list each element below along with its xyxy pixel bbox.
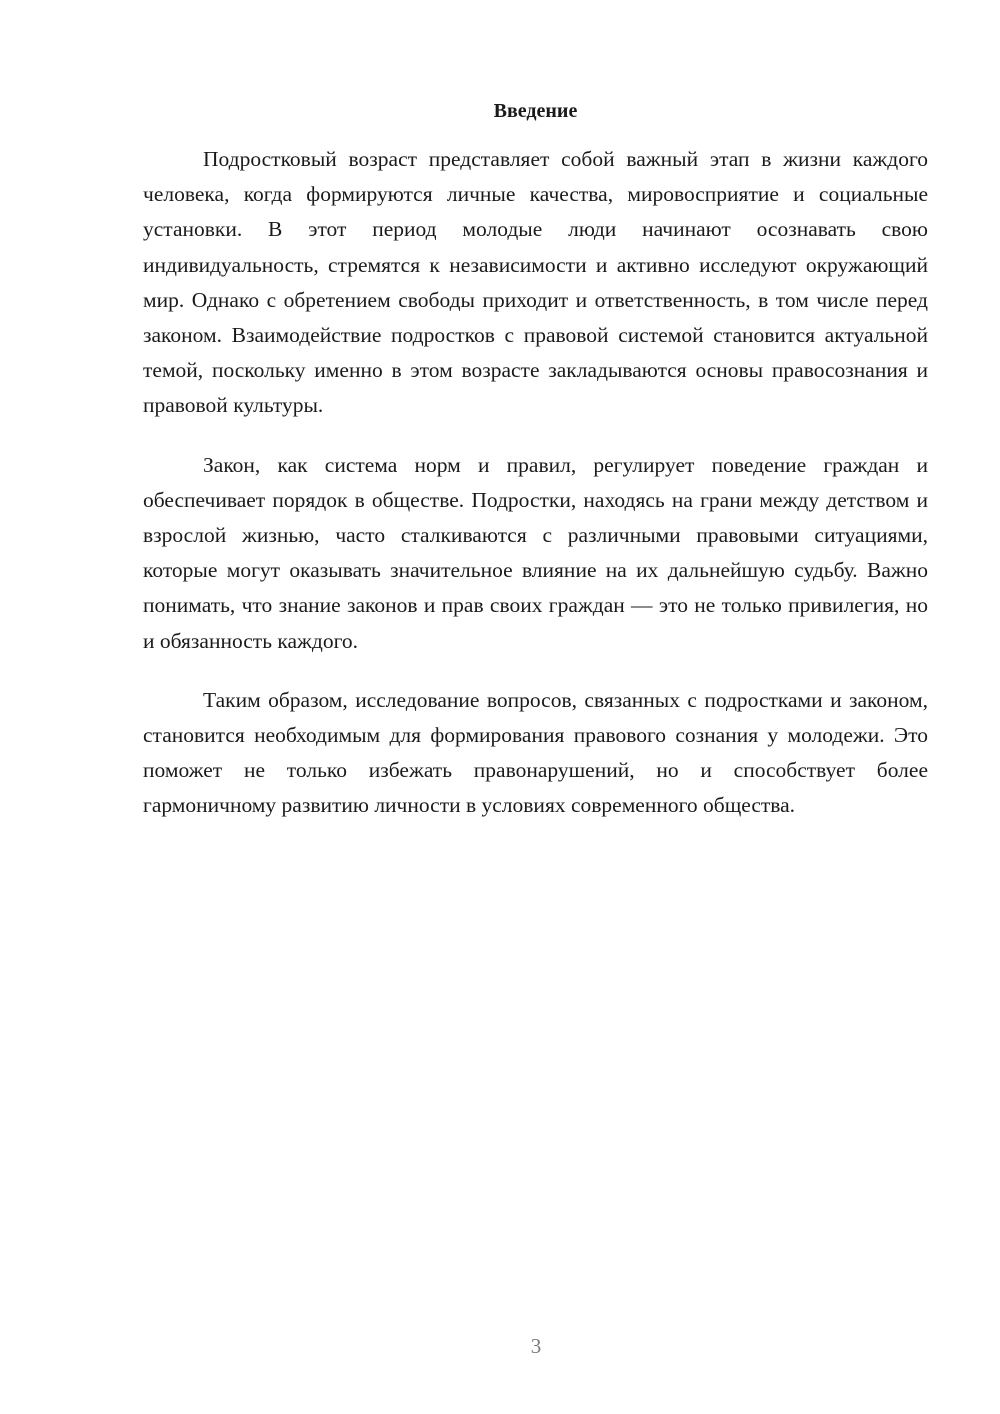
paragraph-2: Закон, как система норм и правил, регулирует поведение граждан и обеспечивает порядок в обществе. Подростки, находясь на грани между детством и взрослой жизнью, часто сталкиваются с различными правовыми ситуациями, которые могут оказывать значительное влияние на их дальнейшую судьбу. Важно понимать, что знание законов и прав своих граждан — это не только привилегия, но и обязанность каждого. (143, 452, 928, 653)
page-number: 3 (530, 1334, 542, 1358)
paragraph-1: Подростковый возраст представляет собой важный этап в жизни каждого человека, когда формируются личные качества, мировосприятие и социальные установки. В этот период молодые люди начинают осознавать свою индивидуальность, стремятся к независимости и активно исследуют окружающий мир. Однако с обретением свободы приходит и ответственность, в том числе перед законом. Взаимодействие подростков с правовой системой становится актуальной темой, поскольку именно в этом возрасте закладываются основы правосознания и правовой культуры. (143, 147, 928, 418)
section-title: Введение (493, 100, 578, 122)
document-body (143, 96, 928, 848)
paragraph-3: Таким образом, исследование вопросов, связанных с подростками и законом, становится необходимым для формирования правового сознания у молодежи. Это поможет не только избежать правонарушений, но и способствует более гармоничному развитию личности в условиях современного общества. (143, 687, 928, 818)
